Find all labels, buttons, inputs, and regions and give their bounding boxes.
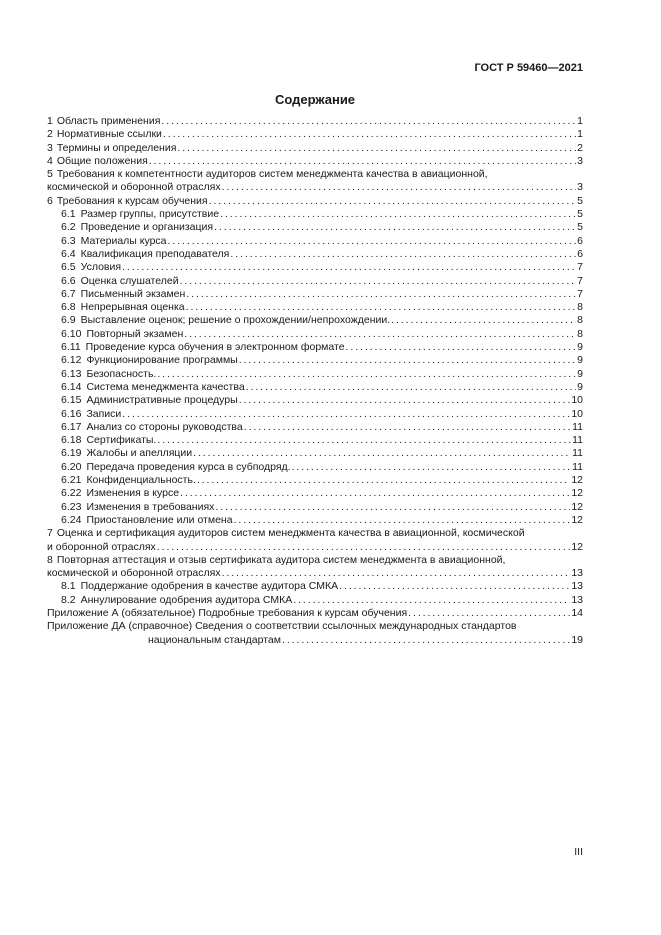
toc-entry-number: 6.21 bbox=[61, 474, 82, 487]
toc-entry-text: Повторный экзамен bbox=[86, 327, 184, 340]
toc-entry-text: Приостановление или отмена bbox=[86, 513, 233, 526]
toc-entry-page: 9 bbox=[577, 367, 583, 380]
toc-entry-number: 6.15 bbox=[61, 394, 82, 407]
toc-entry-page: 6 bbox=[577, 234, 583, 247]
toc-entry-page: 14 bbox=[571, 606, 583, 619]
toc-entry-continuation[interactable] bbox=[47, 181, 583, 194]
toc-entry-number: 6.22 bbox=[61, 487, 82, 500]
toc-entry[interactable] bbox=[47, 142, 583, 155]
toc-entry[interactable] bbox=[47, 474, 583, 487]
toc-leader-dots bbox=[157, 368, 576, 381]
toc-entry-page: 6 bbox=[577, 247, 583, 260]
toc-entry-text: Проведение и организация bbox=[80, 221, 214, 234]
toc-entry[interactable] bbox=[47, 421, 583, 434]
toc-entry-text: Поддержание одобрения в качестве аудитора СМКА bbox=[80, 580, 339, 593]
toc-leader-dots bbox=[149, 155, 576, 168]
toc-entry-number: 6.14 bbox=[61, 380, 82, 393]
toc-entry-page: 5 bbox=[577, 208, 583, 221]
toc-entry-page: 10 bbox=[571, 394, 583, 407]
toc-leader-dots bbox=[391, 314, 576, 327]
toc-leader-dots bbox=[180, 275, 577, 288]
toc-entry-page: 3 bbox=[577, 181, 583, 194]
toc-entry[interactable] bbox=[47, 328, 583, 341]
toc-entry[interactable] bbox=[47, 487, 583, 500]
toc-entry-number: 6.8 bbox=[61, 301, 76, 314]
toc-entry-text: Проведение курса обучения в электронном формате bbox=[85, 341, 345, 354]
toc-entry[interactable] bbox=[47, 514, 583, 527]
toc-entry-number: 6.17 bbox=[61, 420, 82, 433]
toc-leader-dots bbox=[234, 514, 571, 527]
toc-entry[interactable] bbox=[47, 168, 583, 181]
toc-leader-dots bbox=[122, 261, 576, 274]
toc-entry-page: 5 bbox=[577, 221, 583, 234]
toc-leader-dots bbox=[293, 594, 570, 607]
toc-entry-text: Передача проведения курса в субподряд. bbox=[86, 460, 291, 473]
toc-entry-page: 11 bbox=[572, 420, 583, 433]
toc-entry-page: 10 bbox=[571, 407, 583, 420]
toc-entry-page: 3 bbox=[577, 154, 583, 167]
toc-entry-page: 13 bbox=[571, 580, 583, 593]
toc-entry[interactable] bbox=[47, 554, 583, 567]
toc-entry[interactable] bbox=[47, 408, 583, 421]
toc-entry-text: Повторная аттестация и отзыв сертификата аудитора систем менеджмента в авиационной, bbox=[56, 553, 506, 566]
toc-entry-number: 4 bbox=[47, 154, 53, 167]
toc-leader-dots bbox=[346, 341, 577, 354]
toc-entry-page: 7 bbox=[577, 274, 583, 287]
toc-entry-page: 9 bbox=[577, 341, 583, 354]
toc-leader-dots bbox=[186, 301, 577, 314]
toc-entry-text: Область применения bbox=[56, 115, 161, 127]
toc-entry-page: 12 bbox=[571, 487, 583, 500]
toc-entry-text: Письменный экзамен bbox=[80, 287, 186, 300]
toc-entry-page: 5 bbox=[577, 194, 583, 207]
toc-entry-page: 11 bbox=[572, 434, 583, 447]
toc-leader-dots bbox=[239, 394, 571, 407]
toc-leader-dots bbox=[408, 607, 570, 620]
toc-leader-dots bbox=[339, 580, 570, 593]
toc-entry-continuation[interactable] bbox=[47, 541, 583, 554]
toc-entry-text: Анализ со стороны руководства bbox=[86, 420, 243, 433]
toc-entry-number: 6.23 bbox=[61, 500, 82, 513]
toc-entry[interactable] bbox=[47, 394, 583, 407]
toc-entry[interactable] bbox=[47, 381, 583, 394]
toc-leader-dots bbox=[186, 288, 576, 301]
toc-entry-text: Оценка слушателей bbox=[80, 274, 179, 287]
toc-entry-page: 8 bbox=[577, 314, 583, 327]
toc-entry-text: Размер группы, присутствие bbox=[80, 208, 220, 221]
toc-entry-text: Функционирование программы bbox=[86, 354, 238, 367]
toc-entry-page: 8 bbox=[577, 327, 583, 340]
toc-entry-number: 6.10 bbox=[61, 327, 82, 340]
toc-entry-page: 7 bbox=[577, 287, 583, 300]
toc-entry-text-cont: национальным стандартам bbox=[148, 633, 281, 646]
toc-entry[interactable] bbox=[47, 221, 583, 234]
toc-entry-text: Условия bbox=[80, 261, 122, 274]
toc-entry-text: Непрерывная оценка bbox=[80, 301, 185, 314]
toc-entry-page: 7 bbox=[577, 261, 583, 274]
toc-entry-number: 6.16 bbox=[61, 407, 82, 420]
page-number: III bbox=[574, 846, 583, 858]
toc-entry[interactable] bbox=[47, 235, 583, 248]
toc-entry-text: Изменения в требованиях bbox=[86, 500, 215, 513]
toc-entry-number: 6.12 bbox=[61, 354, 82, 367]
toc-entry-page: 11 bbox=[572, 447, 583, 460]
toc-entry[interactable] bbox=[47, 434, 583, 447]
toc-leader-dots bbox=[222, 567, 571, 580]
toc-entry-page: 12 bbox=[571, 500, 583, 513]
toc-entry-page: 1 bbox=[577, 128, 583, 141]
toc-leader-dots bbox=[180, 487, 570, 500]
toc-leader-dots bbox=[239, 354, 576, 367]
toc-entry-number: 2 bbox=[47, 128, 53, 141]
toc-entry-number: 6.7 bbox=[61, 287, 76, 300]
toc-entry-text: Оценка и сертификация аудиторов систем менеджмента качества в авиационной, космической bbox=[56, 527, 525, 540]
toc-entry-text: Материалы курса bbox=[80, 234, 167, 247]
toc-entry[interactable] bbox=[47, 607, 583, 620]
toc-entry[interactable] bbox=[47, 195, 583, 208]
toc-entry-number: 6 bbox=[47, 194, 53, 207]
toc-entry-number: 6.3 bbox=[61, 234, 76, 247]
toc-entry-number: 8 bbox=[47, 553, 53, 566]
table-of-contents bbox=[47, 115, 583, 647]
toc-entry-number: 6.13 bbox=[61, 367, 82, 380]
toc-leader-dots bbox=[222, 181, 577, 194]
toc-entry[interactable] bbox=[47, 354, 583, 367]
toc-leader-dots bbox=[122, 408, 570, 421]
toc-leader-dots bbox=[292, 461, 572, 474]
toc-leader-dots bbox=[193, 447, 571, 460]
toc-entry-page: 9 bbox=[577, 354, 583, 367]
toc-entry-number: 8.1 bbox=[61, 580, 76, 593]
toc-leader-dots bbox=[157, 434, 571, 447]
toc-entry-page: 2 bbox=[577, 141, 583, 154]
toc-entry-text: Общие положения bbox=[56, 154, 148, 167]
toc-entry-number: 6.5 bbox=[61, 261, 76, 274]
toc-leader-dots bbox=[177, 142, 576, 155]
toc-entry[interactable] bbox=[47, 261, 583, 274]
toc-entry-text: Сертификаты. bbox=[86, 434, 157, 447]
toc-entry-page: 13 bbox=[571, 593, 583, 606]
toc-entry-number: 6.6 bbox=[61, 274, 76, 287]
toc-entry[interactable] bbox=[47, 580, 583, 593]
toc-entry-page: 13 bbox=[571, 567, 583, 580]
toc-entry-number: 6.1 bbox=[61, 208, 76, 221]
toc-entry-page: 12 bbox=[571, 513, 583, 526]
toc-entry-text: Термины и определения bbox=[56, 141, 177, 154]
toc-entry-text: Требования к курсам обучения bbox=[56, 194, 208, 207]
toc-entry-continuation[interactable] bbox=[47, 567, 583, 580]
toc-entry-number: 6.11 bbox=[61, 341, 81, 354]
toc-leader-dots bbox=[197, 474, 570, 487]
toc-entry-text: Выставление оценок; решение о прохождении/непрохождении. bbox=[80, 314, 391, 327]
toc-entry-number: 6.18 bbox=[61, 434, 82, 447]
toc-entry-text: Изменения в курсе bbox=[86, 487, 180, 500]
toc-entry[interactable] bbox=[47, 301, 583, 314]
toc-entry-text: Записи bbox=[86, 407, 122, 420]
toc-entry-text: Конфиденциальность. bbox=[86, 474, 196, 487]
toc-entry-number: 6.24 bbox=[61, 513, 82, 526]
toc-entry-page: 8 bbox=[577, 301, 583, 314]
toc-entry[interactable] bbox=[47, 115, 583, 128]
toc-entry-text-cont: космической и оборонной отраслях bbox=[47, 181, 221, 194]
toc-leader-dots bbox=[230, 248, 576, 261]
toc-entry[interactable] bbox=[47, 368, 583, 381]
toc-entry[interactable] bbox=[47, 501, 583, 514]
toc-entry-page: 1 bbox=[577, 115, 583, 127]
toc-entry-page: 11 bbox=[572, 460, 583, 473]
toc-entry-text: Приложение ДА (справочное) Сведения о соответствии ссылочных международных стандартов bbox=[47, 620, 517, 633]
toc-leader-dots bbox=[215, 501, 570, 514]
toc-entry[interactable] bbox=[47, 208, 583, 221]
toc-entry[interactable] bbox=[47, 275, 583, 288]
toc-entry-number: 6.20 bbox=[61, 460, 82, 473]
toc-leader-dots bbox=[157, 541, 571, 554]
toc-entry-number: 6.9 bbox=[61, 314, 76, 327]
toc-leader-dots bbox=[282, 634, 570, 647]
toc-entry-page: 12 bbox=[571, 540, 583, 553]
toc-entry-text: Аннулирование одобрения аудитора СМКА bbox=[80, 593, 293, 606]
toc-entry-text: Требования к компетентности аудиторов систем менеджмента качества в авиационной, bbox=[56, 168, 488, 181]
toc-leader-dots bbox=[214, 221, 576, 234]
toc-entry[interactable] bbox=[47, 461, 583, 474]
toc-leader-dots bbox=[246, 381, 576, 394]
toc-entry-text-cont: и оборонной отраслях bbox=[47, 540, 156, 553]
document-code: ГОСТ Р 59460—2021 bbox=[474, 62, 583, 74]
toc-leader-dots bbox=[163, 128, 576, 141]
toc-entry[interactable] bbox=[47, 248, 583, 261]
toc-entry-page: 12 bbox=[571, 474, 583, 487]
toc-leader-dots bbox=[184, 328, 576, 341]
toc-entry[interactable] bbox=[47, 527, 583, 540]
toc-leader-dots bbox=[161, 115, 576, 128]
toc-entry[interactable] bbox=[47, 620, 583, 633]
toc-entry-text: Административные процедуры bbox=[86, 394, 238, 407]
toc-leader-dots bbox=[209, 195, 577, 208]
toc-entry-text: Нормативные ссылки bbox=[56, 128, 162, 141]
toc-entry-number: 3 bbox=[47, 141, 53, 154]
toc-entry[interactable] bbox=[47, 314, 583, 327]
toc-entry-text: Безопасность. bbox=[86, 367, 157, 380]
toc-entry[interactable] bbox=[47, 594, 583, 607]
toc-entry[interactable] bbox=[47, 447, 583, 460]
toc-entry-number: 6.19 bbox=[61, 447, 82, 460]
toc-entry-text: Приложение А (обязательное) Подробные требования к курсам обучения bbox=[47, 606, 408, 619]
toc-entry-text: Система менеджмента качества bbox=[86, 380, 245, 393]
toc-leader-dots bbox=[244, 421, 571, 434]
toc-entry-number: 7 bbox=[47, 527, 53, 540]
toc-entry-text: Жалобы и апелляции bbox=[86, 447, 193, 460]
toc-entry[interactable] bbox=[47, 288, 583, 301]
toc-entry-number: 1 bbox=[47, 115, 53, 127]
toc-entry-text-cont: космической и оборонной отраслях bbox=[47, 567, 221, 580]
toc-entry-text: Квалификация преподавателя bbox=[80, 247, 230, 260]
toc-entry[interactable] bbox=[47, 341, 583, 354]
toc-entry[interactable] bbox=[47, 155, 583, 168]
toc-title: Содержание bbox=[274, 92, 356, 107]
toc-leader-dots bbox=[168, 235, 577, 248]
toc-entry-number: 5 bbox=[47, 168, 53, 181]
toc-entry-number: 6.2 bbox=[61, 221, 76, 234]
toc-entry-number: 6.4 bbox=[61, 247, 76, 260]
toc-entry-page: 19 bbox=[571, 633, 583, 646]
toc-leader-dots bbox=[220, 208, 576, 221]
toc-entry[interactable] bbox=[47, 128, 583, 141]
toc-entry-page: 9 bbox=[577, 380, 583, 393]
toc-entry-number: 8.2 bbox=[61, 593, 76, 606]
toc-entry-continuation[interactable] bbox=[47, 634, 583, 647]
